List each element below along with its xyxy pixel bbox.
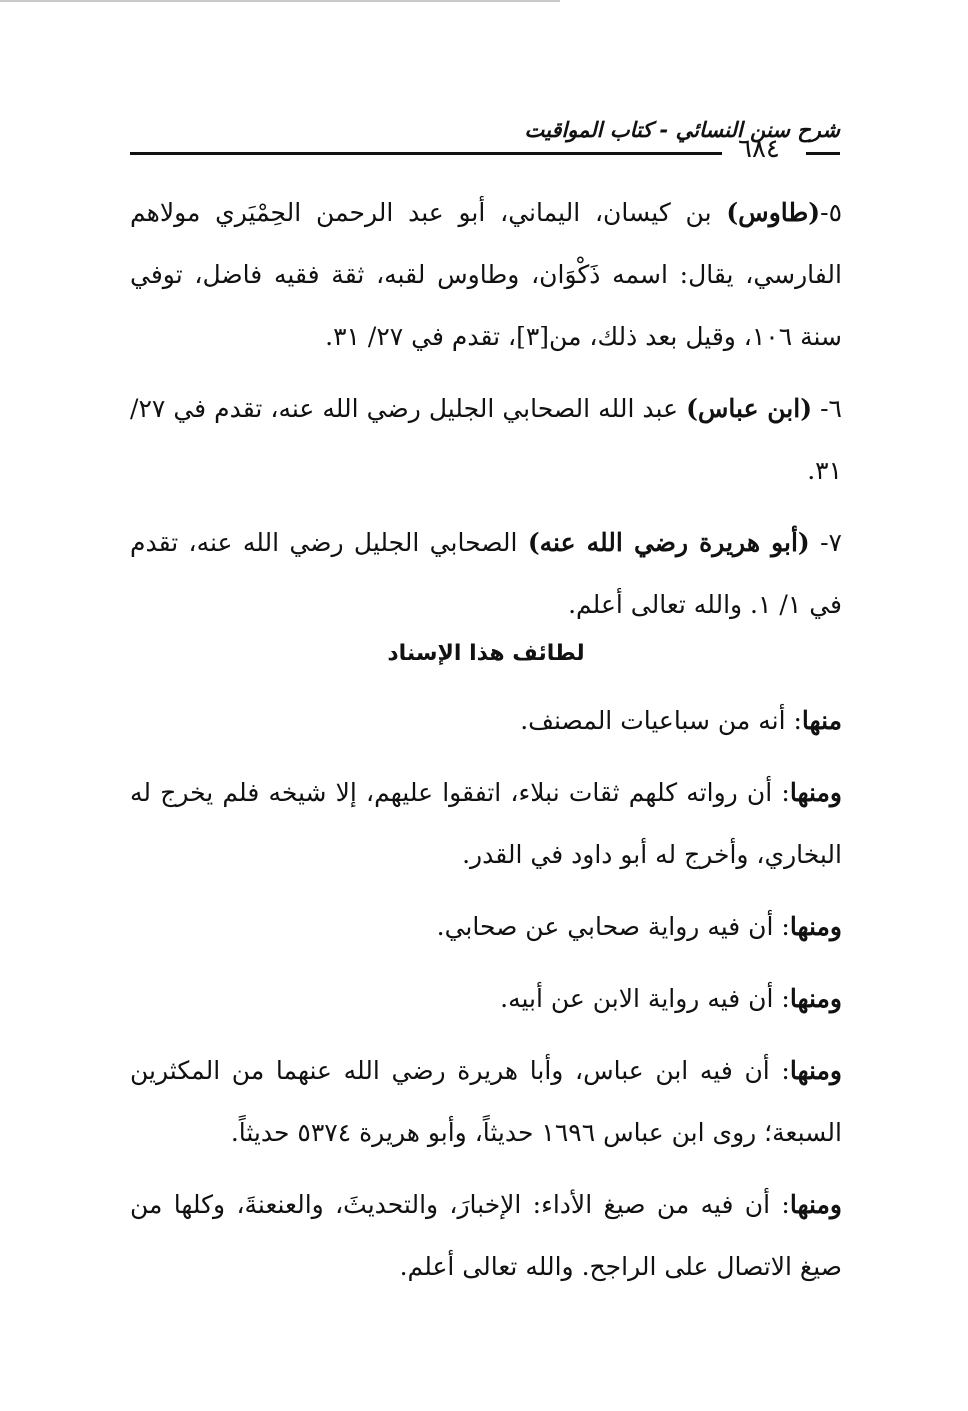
header-dash xyxy=(806,152,840,155)
point-lead: ومنها xyxy=(789,984,842,1013)
narrator-bio: بن كيسان، اليماني، أبو عبد الرحمن الحِمْيَري مولاهم الفارسي، يقال: اسمه ذَكْوَان، وطاوس لقبه، ثقة فقيه فاضل، توفي سنة ١٠٦، وقيل بعد ذلك، من[٣]، تقدم في ٢٧/ ٣١. xyxy=(130,198,842,351)
section-heading: لطائف هذا الإسناد xyxy=(387,641,585,666)
entry-number: ٥- xyxy=(820,198,842,227)
point-1 xyxy=(130,690,842,752)
narrator-name: (ابن عباس) xyxy=(686,394,813,423)
page-body xyxy=(130,182,842,1308)
narrator-entry-5 xyxy=(130,182,842,368)
narrator-bio: عبد الله الصحابي الجليل رضي الله عنه، تقدم في ٢٧/ ٣١. xyxy=(130,394,842,485)
point-2 xyxy=(130,762,842,886)
running-title: شرح سنن النسائي - كتاب المواقيت xyxy=(524,118,840,142)
narrator-entry-6 xyxy=(130,378,842,502)
point-text: : أن فيه رواية صحابي عن صحابي. xyxy=(436,912,790,941)
point-text: : أن فيه ابن عباس، وأبا هريرة رضي الله عنهما من المكثرين السبعة؛ روى ابن عباس ١٦٩٦ حديثاً، وأبو هريرة ٥٣٧٤ حديثاً. xyxy=(130,1056,842,1147)
header-rule xyxy=(130,152,722,155)
point-5 xyxy=(130,1040,842,1164)
point-lead: ومنها xyxy=(789,1056,842,1085)
narrator-bio: الصحابي الجليل رضي الله عنه، تقدم في ١/ ١. والله تعالى أعلم. xyxy=(130,528,842,619)
narrator-name: (أبو هريرة رضي الله عنه) xyxy=(527,528,810,557)
entry-number: ٦- xyxy=(812,394,842,423)
point-6 xyxy=(130,1174,842,1298)
point-3 xyxy=(130,896,842,958)
point-text: : أن فيه رواية الابن عن أبيه. xyxy=(500,984,790,1013)
point-text: : أن فيه من صيغ الأداء: الإخبارَ، والتحديثَ، والعنعنةَ، وكلها من صيغ الاتصال على الراجح. والله تعالى أعلم. xyxy=(130,1190,842,1281)
point-4 xyxy=(130,968,842,1030)
scan-edge xyxy=(0,0,560,2)
page-header xyxy=(130,118,842,168)
point-lead: منها xyxy=(801,706,842,735)
point-lead: ومنها xyxy=(789,1190,842,1219)
point-lead: ومنها xyxy=(789,912,842,941)
narrator-name: (طاوس) xyxy=(726,198,821,227)
page-number: ٦٨٤ xyxy=(738,134,780,164)
point-lead: ومنها xyxy=(789,778,842,807)
entry-number: ٧- xyxy=(809,528,842,557)
point-text: : أنه من سباعيات المصنف. xyxy=(520,706,802,735)
narrator-entry-7 xyxy=(130,512,842,636)
point-text: : أن رواته كلهم ثقات نبلاء، اتفقوا عليهم، إلا شيخه فلم يخرج له البخاري، وأخرج له أبو داود في القدر. xyxy=(130,778,842,869)
